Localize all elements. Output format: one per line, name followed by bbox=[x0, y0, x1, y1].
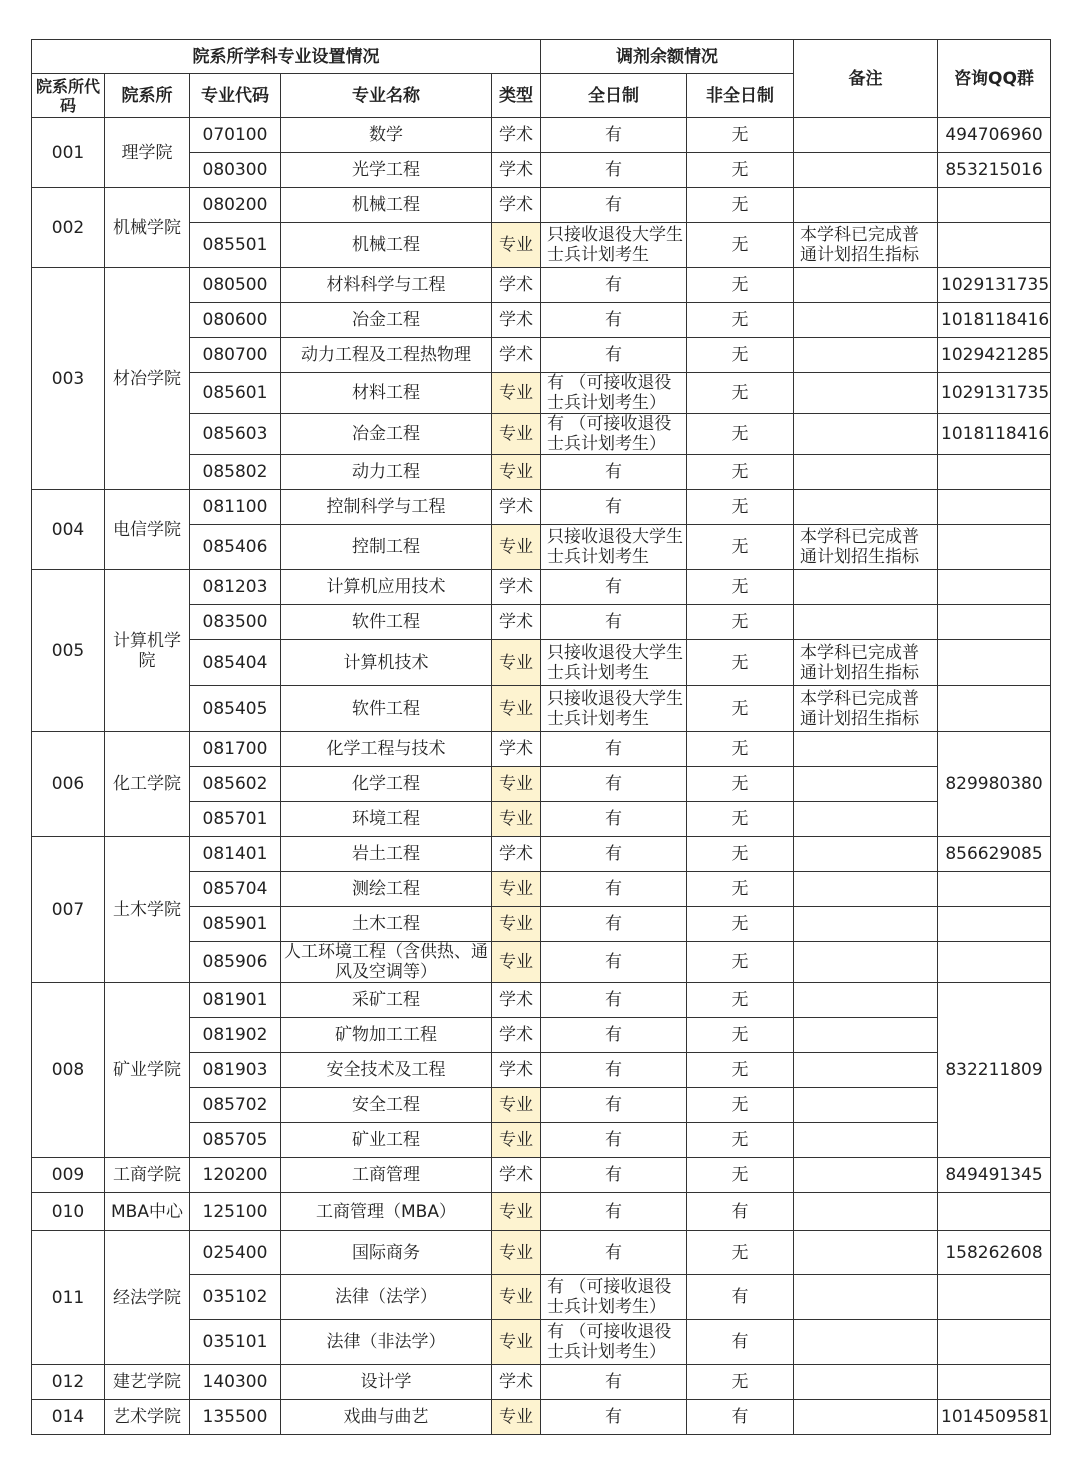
fulltime-cell: 有 bbox=[541, 268, 687, 303]
remark-cell bbox=[794, 1231, 938, 1275]
parttime-cell: 无 bbox=[687, 872, 794, 907]
major-name-cell: 国际商务 bbox=[281, 1231, 492, 1275]
type-cell: 专业 bbox=[492, 640, 541, 686]
fulltime-cell: 有 bbox=[541, 1088, 687, 1123]
major-name-cell: 矿物加工工程 bbox=[281, 1018, 492, 1053]
major-code-cell: 085501 bbox=[190, 223, 281, 268]
fulltime-cell: 只接收退役大学生士兵计划考生 bbox=[541, 525, 687, 570]
major-code-cell: 083500 bbox=[190, 605, 281, 640]
remark-cell: 本学科已完成普通计划招生指标 bbox=[794, 686, 938, 732]
parttime-cell: 无 bbox=[687, 983, 794, 1018]
parttime-cell: 无 bbox=[687, 767, 794, 802]
remark-cell bbox=[794, 455, 938, 490]
table-row bbox=[32, 118, 1051, 153]
remark-cell bbox=[794, 1400, 938, 1435]
fulltime-cell: 有 bbox=[541, 872, 687, 907]
qq-cell bbox=[938, 1275, 1051, 1320]
major-name-cell: 安全技术及工程 bbox=[281, 1053, 492, 1088]
type-cell: 学术 bbox=[492, 570, 541, 605]
major-name-cell: 计算机应用技术 bbox=[281, 570, 492, 605]
type-cell: 专业 bbox=[492, 802, 541, 837]
major-name-cell: 设计学 bbox=[281, 1365, 492, 1400]
remark-cell bbox=[794, 1275, 938, 1320]
table-row bbox=[32, 837, 1051, 872]
parttime-cell: 无 bbox=[687, 1365, 794, 1400]
fulltime-cell: 有 bbox=[541, 1018, 687, 1053]
parttime-cell: 有 bbox=[687, 1320, 794, 1365]
parttime-cell: 无 bbox=[687, 570, 794, 605]
parttime-cell: 无 bbox=[687, 1053, 794, 1088]
remark-cell bbox=[794, 188, 938, 223]
fulltime-cell: 有 bbox=[541, 153, 687, 188]
parttime-cell: 无 bbox=[687, 686, 794, 732]
dept-name-cell: 计算机学院 bbox=[105, 570, 190, 732]
fulltime-cell: 有 bbox=[541, 1365, 687, 1400]
parttime-cell: 无 bbox=[687, 303, 794, 338]
qq-cell bbox=[938, 605, 1051, 640]
major-name-cell: 数学 bbox=[281, 118, 492, 153]
fulltime-cell: 有 （可接收退役士兵计划考生） bbox=[541, 414, 687, 455]
major-name-cell: 矿业工程 bbox=[281, 1123, 492, 1158]
type-cell: 专业 bbox=[492, 1400, 541, 1435]
major-code-cell: 080600 bbox=[190, 303, 281, 338]
major-code-cell: 081903 bbox=[190, 1053, 281, 1088]
dept-code-cell: 012 bbox=[32, 1365, 105, 1400]
fulltime-cell: 有 （可接收退役士兵计划考生） bbox=[541, 1275, 687, 1320]
dept-code-cell: 008 bbox=[32, 983, 105, 1158]
remark-cell bbox=[794, 1018, 938, 1053]
major-code-cell: 085704 bbox=[190, 872, 281, 907]
major-code-cell: 035102 bbox=[190, 1275, 281, 1320]
parttime-cell: 无 bbox=[687, 1018, 794, 1053]
remark-cell bbox=[794, 732, 938, 767]
dept-code-cell: 001 bbox=[32, 118, 105, 188]
parttime-cell: 无 bbox=[687, 525, 794, 570]
admission-table bbox=[31, 39, 1051, 1435]
type-cell: 学术 bbox=[492, 188, 541, 223]
remark-cell bbox=[794, 1123, 938, 1158]
dept-name-cell: 工商学院 bbox=[105, 1158, 190, 1193]
parttime-cell: 无 bbox=[687, 1158, 794, 1193]
major-code-cell: 085603 bbox=[190, 414, 281, 455]
qq-cell: 856629085 bbox=[938, 837, 1051, 872]
major-name-cell: 工商管理 bbox=[281, 1158, 492, 1193]
fulltime-cell: 有 bbox=[541, 303, 687, 338]
major-name-cell: 软件工程 bbox=[281, 686, 492, 732]
type-cell: 专业 bbox=[492, 414, 541, 455]
fulltime-cell: 有 bbox=[541, 455, 687, 490]
qq-cell: 1018118416 bbox=[938, 414, 1051, 455]
parttime-cell: 有 bbox=[687, 1193, 794, 1231]
header-dept-code: 院系所代码 bbox=[32, 74, 105, 118]
table-body bbox=[32, 118, 1051, 1435]
major-code-cell: 081700 bbox=[190, 732, 281, 767]
major-code-cell: 070100 bbox=[190, 118, 281, 153]
fulltime-cell: 有 bbox=[541, 570, 687, 605]
remark-cell bbox=[794, 153, 938, 188]
header-qq: 咨询QQ群 bbox=[938, 40, 1051, 118]
major-code-cell: 085406 bbox=[190, 525, 281, 570]
fulltime-cell: 有 bbox=[541, 802, 687, 837]
fulltime-cell: 有 bbox=[541, 767, 687, 802]
qq-cell bbox=[938, 1320, 1051, 1365]
major-name-cell: 环境工程 bbox=[281, 802, 492, 837]
remark-cell bbox=[794, 767, 938, 802]
qq-cell: 853215016 bbox=[938, 153, 1051, 188]
dept-code-cell: 009 bbox=[32, 1158, 105, 1193]
major-code-cell: 125100 bbox=[190, 1193, 281, 1231]
remark-cell bbox=[794, 942, 938, 983]
major-code-cell: 025400 bbox=[190, 1231, 281, 1275]
type-cell: 学术 bbox=[492, 1158, 541, 1193]
remark-cell: 本学科已完成普通计划招生指标 bbox=[794, 223, 938, 268]
fulltime-cell: 有 bbox=[541, 837, 687, 872]
remark-cell bbox=[794, 303, 938, 338]
parttime-cell: 无 bbox=[687, 268, 794, 303]
remark-cell bbox=[794, 837, 938, 872]
major-name-cell: 材料工程 bbox=[281, 373, 492, 414]
qq-cell bbox=[938, 872, 1051, 907]
type-cell: 专业 bbox=[492, 373, 541, 414]
dept-code-cell: 002 bbox=[32, 188, 105, 268]
major-code-cell: 080300 bbox=[190, 153, 281, 188]
fulltime-cell: 有 （可接收退役士兵计划考生） bbox=[541, 373, 687, 414]
remark-cell bbox=[794, 414, 938, 455]
dept-name-cell: 电信学院 bbox=[105, 490, 190, 570]
type-cell: 专业 bbox=[492, 223, 541, 268]
dept-name-cell: 化工学院 bbox=[105, 732, 190, 837]
remark-cell bbox=[794, 118, 938, 153]
major-code-cell: 085405 bbox=[190, 686, 281, 732]
type-cell: 专业 bbox=[492, 942, 541, 983]
parttime-cell: 无 bbox=[687, 605, 794, 640]
header-dept: 院系所 bbox=[105, 74, 190, 118]
major-name-cell: 测绘工程 bbox=[281, 872, 492, 907]
type-cell: 专业 bbox=[492, 1275, 541, 1320]
dept-code-cell: 014 bbox=[32, 1400, 105, 1435]
type-cell: 专业 bbox=[492, 686, 541, 732]
fulltime-cell: 只接收退役大学生士兵计划考生 bbox=[541, 640, 687, 686]
major-code-cell: 035101 bbox=[190, 1320, 281, 1365]
parttime-cell: 无 bbox=[687, 118, 794, 153]
dept-name-cell: 建艺学院 bbox=[105, 1365, 190, 1400]
major-name-cell: 计算机技术 bbox=[281, 640, 492, 686]
type-cell: 专业 bbox=[492, 1231, 541, 1275]
table-row bbox=[32, 570, 1051, 605]
fulltime-cell: 有 bbox=[541, 490, 687, 525]
qq-cell bbox=[938, 490, 1051, 525]
major-code-cell: 081203 bbox=[190, 570, 281, 605]
fulltime-cell: 有 bbox=[541, 118, 687, 153]
type-cell: 学术 bbox=[492, 1365, 541, 1400]
remark-cell bbox=[794, 1053, 938, 1088]
table-row bbox=[32, 1400, 1051, 1435]
dept-name-cell: 材冶学院 bbox=[105, 268, 190, 490]
major-code-cell: 085602 bbox=[190, 767, 281, 802]
remark-cell bbox=[794, 570, 938, 605]
parttime-cell: 无 bbox=[687, 640, 794, 686]
major-code-cell: 085702 bbox=[190, 1088, 281, 1123]
major-name-cell: 化学工程与技术 bbox=[281, 732, 492, 767]
dept-name-cell: 艺术学院 bbox=[105, 1400, 190, 1435]
type-cell: 专业 bbox=[492, 1123, 541, 1158]
qq-cell: 158262608 bbox=[938, 1231, 1051, 1275]
table-row bbox=[32, 732, 1051, 767]
parttime-cell: 无 bbox=[687, 1231, 794, 1275]
fulltime-cell: 有 bbox=[541, 1400, 687, 1435]
major-name-cell: 机械工程 bbox=[281, 188, 492, 223]
header-major-code: 专业代码 bbox=[190, 74, 281, 118]
remark-cell bbox=[794, 1193, 938, 1231]
major-name-cell: 机械工程 bbox=[281, 223, 492, 268]
qq-cell bbox=[938, 455, 1051, 490]
dept-code-cell: 004 bbox=[32, 490, 105, 570]
table-row bbox=[32, 1193, 1051, 1231]
major-name-cell: 动力工程 bbox=[281, 455, 492, 490]
major-name-cell: 戏曲与曲艺 bbox=[281, 1400, 492, 1435]
type-cell: 专业 bbox=[492, 525, 541, 570]
remark-cell bbox=[794, 872, 938, 907]
major-code-cell: 080500 bbox=[190, 268, 281, 303]
qq-cell: 849491345 bbox=[938, 1158, 1051, 1193]
type-cell: 学术 bbox=[492, 837, 541, 872]
major-name-cell: 安全工程 bbox=[281, 1088, 492, 1123]
remark-cell: 本学科已完成普通计划招生指标 bbox=[794, 640, 938, 686]
table-row bbox=[32, 268, 1051, 303]
major-name-cell: 控制科学与工程 bbox=[281, 490, 492, 525]
remark-cell bbox=[794, 373, 938, 414]
major-name-cell: 软件工程 bbox=[281, 605, 492, 640]
dept-code-cell: 006 bbox=[32, 732, 105, 837]
dept-code-cell: 010 bbox=[32, 1193, 105, 1231]
major-name-cell: 光学工程 bbox=[281, 153, 492, 188]
remark-cell bbox=[794, 338, 938, 373]
type-cell: 专业 bbox=[492, 455, 541, 490]
qq-cell bbox=[938, 640, 1051, 686]
header-type: 类型 bbox=[492, 74, 541, 118]
parttime-cell: 无 bbox=[687, 373, 794, 414]
parttime-cell: 无 bbox=[687, 188, 794, 223]
qq-cell: 829980380 bbox=[938, 732, 1051, 837]
parttime-cell: 无 bbox=[687, 490, 794, 525]
qq-cell: 832211809 bbox=[938, 983, 1051, 1158]
qq-cell bbox=[938, 223, 1051, 268]
type-cell: 学术 bbox=[492, 1053, 541, 1088]
type-cell: 学术 bbox=[492, 268, 541, 303]
type-cell: 专业 bbox=[492, 1193, 541, 1231]
major-name-cell: 土木工程 bbox=[281, 907, 492, 942]
qq-cell: 1018118416 bbox=[938, 303, 1051, 338]
fulltime-cell: 有 bbox=[541, 1123, 687, 1158]
parttime-cell: 有 bbox=[687, 1400, 794, 1435]
remark-cell bbox=[794, 1158, 938, 1193]
major-code-cell: 081401 bbox=[190, 837, 281, 872]
major-name-cell: 岩土工程 bbox=[281, 837, 492, 872]
dept-name-cell: MBA中心 bbox=[105, 1193, 190, 1231]
major-code-cell: 080700 bbox=[190, 338, 281, 373]
major-name-cell: 材料科学与工程 bbox=[281, 268, 492, 303]
major-name-cell: 冶金工程 bbox=[281, 414, 492, 455]
header-quota: 调剂余额情况 bbox=[541, 40, 794, 74]
major-code-cell: 085802 bbox=[190, 455, 281, 490]
parttime-cell: 无 bbox=[687, 1123, 794, 1158]
fulltime-cell: 有 bbox=[541, 338, 687, 373]
parttime-cell: 无 bbox=[687, 837, 794, 872]
type-cell: 学术 bbox=[492, 490, 541, 525]
major-name-cell: 法律（非法学） bbox=[281, 1320, 492, 1365]
major-code-cell: 080200 bbox=[190, 188, 281, 223]
dept-name-cell: 经法学院 bbox=[105, 1231, 190, 1365]
dept-code-cell: 005 bbox=[32, 570, 105, 732]
major-code-cell: 120200 bbox=[190, 1158, 281, 1193]
qq-cell bbox=[938, 1365, 1051, 1400]
table-row bbox=[32, 983, 1051, 1018]
remark-cell bbox=[794, 1365, 938, 1400]
parttime-cell: 无 bbox=[687, 153, 794, 188]
type-cell: 学术 bbox=[492, 732, 541, 767]
fulltime-cell: 只接收退役大学生士兵计划考生 bbox=[541, 686, 687, 732]
major-code-cell: 085701 bbox=[190, 802, 281, 837]
remark-cell: 本学科已完成普通计划招生指标 bbox=[794, 525, 938, 570]
major-code-cell: 140300 bbox=[190, 1365, 281, 1400]
dept-name-cell: 矿业学院 bbox=[105, 983, 190, 1158]
remark-cell bbox=[794, 1088, 938, 1123]
remark-cell bbox=[794, 802, 938, 837]
qq-cell: 1014509581 bbox=[938, 1400, 1051, 1435]
table-row bbox=[32, 1365, 1051, 1400]
qq-cell: 1029131735 bbox=[938, 373, 1051, 414]
major-name-cell: 工商管理（MBA） bbox=[281, 1193, 492, 1231]
type-cell: 专业 bbox=[492, 872, 541, 907]
major-code-cell: 085601 bbox=[190, 373, 281, 414]
header-remark: 备注 bbox=[794, 40, 938, 118]
dept-name-cell: 机械学院 bbox=[105, 188, 190, 268]
fulltime-cell: 有 bbox=[541, 907, 687, 942]
parttime-cell: 有 bbox=[687, 1275, 794, 1320]
remark-cell bbox=[794, 983, 938, 1018]
fulltime-cell: 有 （可接收退役士兵计划考生） bbox=[541, 1320, 687, 1365]
fulltime-cell: 有 bbox=[541, 1053, 687, 1088]
fulltime-cell: 有 bbox=[541, 1193, 687, 1231]
table-row bbox=[32, 490, 1051, 525]
fulltime-cell: 有 bbox=[541, 983, 687, 1018]
fulltime-cell: 有 bbox=[541, 732, 687, 767]
major-name-cell: 控制工程 bbox=[281, 525, 492, 570]
major-name-cell: 动力工程及工程热物理 bbox=[281, 338, 492, 373]
remark-cell bbox=[794, 490, 938, 525]
header-parttime: 非全日制 bbox=[687, 74, 794, 118]
parttime-cell: 无 bbox=[687, 942, 794, 983]
qq-cell bbox=[938, 1193, 1051, 1231]
major-code-cell: 085404 bbox=[190, 640, 281, 686]
qq-cell bbox=[938, 942, 1051, 983]
table-row bbox=[32, 1231, 1051, 1275]
remark-cell bbox=[794, 907, 938, 942]
dept-name-cell: 土木学院 bbox=[105, 837, 190, 983]
fulltime-cell: 有 bbox=[541, 1231, 687, 1275]
type-cell: 专业 bbox=[492, 767, 541, 802]
header-major-name: 专业名称 bbox=[281, 74, 492, 118]
type-cell: 学术 bbox=[492, 118, 541, 153]
parttime-cell: 无 bbox=[687, 1088, 794, 1123]
dept-code-cell: 007 bbox=[32, 837, 105, 983]
parttime-cell: 无 bbox=[687, 223, 794, 268]
parttime-cell: 无 bbox=[687, 455, 794, 490]
major-name-cell: 化学工程 bbox=[281, 767, 492, 802]
parttime-cell: 无 bbox=[687, 802, 794, 837]
type-cell: 专业 bbox=[492, 1088, 541, 1123]
type-cell: 学术 bbox=[492, 153, 541, 188]
qq-cell bbox=[938, 686, 1051, 732]
qq-cell: 494706960 bbox=[938, 118, 1051, 153]
major-name-cell: 人工环境工程（含供热、通风及空调等） bbox=[281, 942, 492, 983]
type-cell: 学术 bbox=[492, 983, 541, 1018]
dept-code-cell: 011 bbox=[32, 1231, 105, 1365]
qq-cell: 1029421285 bbox=[938, 338, 1051, 373]
type-cell: 学术 bbox=[492, 1018, 541, 1053]
major-code-cell: 085901 bbox=[190, 907, 281, 942]
fulltime-cell: 只接收退役大学生士兵计划考生 bbox=[541, 223, 687, 268]
type-cell: 专业 bbox=[492, 1320, 541, 1365]
dept-code-cell: 003 bbox=[32, 268, 105, 490]
major-code-cell: 081100 bbox=[190, 490, 281, 525]
qq-cell bbox=[938, 525, 1051, 570]
parttime-cell: 无 bbox=[687, 338, 794, 373]
type-cell: 学术 bbox=[492, 338, 541, 373]
qq-cell: 1029131735 bbox=[938, 268, 1051, 303]
dept-name-cell: 理学院 bbox=[105, 118, 190, 188]
parttime-cell: 无 bbox=[687, 732, 794, 767]
header-fulltime: 全日制 bbox=[541, 74, 687, 118]
table-row bbox=[32, 1158, 1051, 1193]
major-code-cell: 081901 bbox=[190, 983, 281, 1018]
major-name-cell: 冶金工程 bbox=[281, 303, 492, 338]
qq-cell bbox=[938, 188, 1051, 223]
type-cell: 学术 bbox=[492, 303, 541, 338]
major-name-cell: 法律（法学） bbox=[281, 1275, 492, 1320]
major-code-cell: 085705 bbox=[190, 1123, 281, 1158]
major-code-cell: 135500 bbox=[190, 1400, 281, 1435]
major-code-cell: 081902 bbox=[190, 1018, 281, 1053]
type-cell: 专业 bbox=[492, 907, 541, 942]
qq-cell bbox=[938, 570, 1051, 605]
type-cell: 学术 bbox=[492, 605, 541, 640]
major-code-cell: 085906 bbox=[190, 942, 281, 983]
remark-cell bbox=[794, 1320, 938, 1365]
parttime-cell: 无 bbox=[687, 414, 794, 455]
qq-cell bbox=[938, 907, 1051, 942]
parttime-cell: 无 bbox=[687, 907, 794, 942]
remark-cell bbox=[794, 605, 938, 640]
fulltime-cell: 有 bbox=[541, 188, 687, 223]
fulltime-cell: 有 bbox=[541, 1158, 687, 1193]
header-program-settings: 院系所学科专业设置情况 bbox=[32, 40, 541, 74]
fulltime-cell: 有 bbox=[541, 942, 687, 983]
major-name-cell: 采矿工程 bbox=[281, 983, 492, 1018]
table-row bbox=[32, 188, 1051, 223]
fulltime-cell: 有 bbox=[541, 605, 687, 640]
remark-cell bbox=[794, 268, 938, 303]
